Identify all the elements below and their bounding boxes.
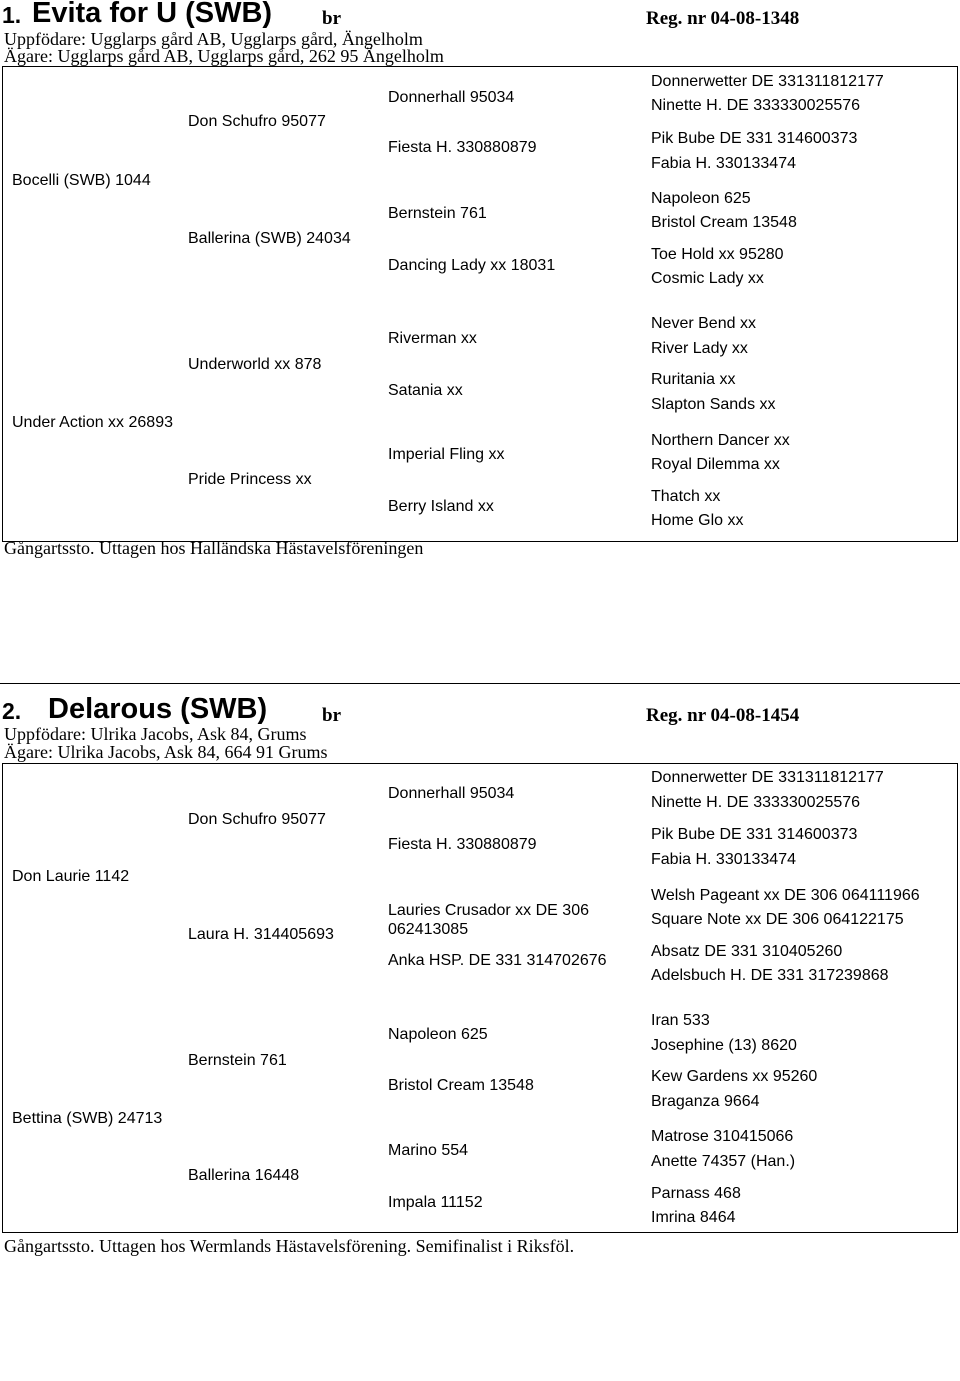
horse-color: br (322, 705, 341, 726)
great-great-grandparent: Josephine (13) 8620 (651, 1037, 797, 1054)
owner: Ägare: Ugglarps gård AB, Ugglarps gård, 262 95 Ängelholm (4, 46, 444, 66)
great-grandparent: Impala 11152 (388, 1194, 483, 1211)
great-great-grandparent: Adelsbuch H. DE 331 317239868 (651, 967, 889, 984)
entry-separator (0, 683, 960, 684)
great-grandparent: Donnerhall 95034 (388, 89, 515, 106)
grandparent: Don Schufro 95077 (188, 811, 326, 828)
great-grandparent: Dancing Lady xx 18031 (388, 257, 556, 274)
entry-footer: Gångartssto. Uttagen hos Wermlands Hästavelsförening. Semifinalist i Riksföl. (4, 1236, 575, 1256)
great-great-grandparent: Pik Bube DE 331 314600373 (651, 826, 858, 843)
great-grandparent: Lauries Crusador xx DE 306 062413085 (388, 902, 589, 938)
great-great-grandparent: Parnass 468 (651, 1185, 741, 1202)
great-great-grandparent: Matrose 310415066 (651, 1128, 794, 1145)
grandparent: Don Schufro 95077 (188, 113, 326, 130)
great-great-grandparent: Cosmic Lady xx (651, 270, 764, 287)
great-great-grandparent: Ninette H. DE 333330025576 (651, 794, 861, 811)
great-great-grandparent: Square Note xx DE 306 064122175 (651, 911, 904, 928)
dam: Under Action xx 26893 (12, 414, 173, 431)
grandparent: Ballerina (SWB) 24034 (188, 230, 351, 247)
great-great-grandparent: Kew Gardens xx 95260 (651, 1068, 818, 1085)
grandparent: Pride Princess xx (188, 471, 312, 488)
entry-footer: Gångartssto. Uttagen hos Halländska Hästavelsföreningen (4, 538, 424, 558)
grandparent: Ballerina 16448 (188, 1167, 300, 1184)
registration-number: Reg. nr 04-08-1348 (646, 8, 800, 29)
breeder: Uppfödare: Ugglarps gård AB, Ugglarps gård, Ängelholm (4, 29, 423, 49)
grandparent: Bernstein 761 (188, 1052, 287, 1069)
great-great-grandparent: Thatch xx (651, 488, 721, 505)
horse-name: Evita for U (SWB) (32, 0, 273, 29)
great-grandparent: Berry Island xx (388, 498, 494, 515)
great-grandparent: Donnerhall 95034 (388, 785, 515, 802)
entry-number: 2. (2, 698, 22, 724)
great-grandparent: Napoleon 625 (388, 1026, 488, 1043)
great-great-grandparent: Imrina 8464 (651, 1209, 736, 1226)
great-grandparent: Satania xx (388, 382, 463, 399)
great-great-grandparent: Donnerwetter DE 331311812177 (651, 769, 884, 786)
great-great-grandparent: Anette 74357 (Han.) (651, 1153, 796, 1170)
great-great-grandparent: Ninette H. DE 333330025576 (651, 97, 861, 114)
grandparent: Underworld xx 878 (188, 356, 322, 373)
great-great-grandparent: Napoleon 625 (651, 190, 751, 207)
great-grandparent: Riverman xx (388, 330, 477, 347)
breeder: Uppfödare: Ulrika Jacobs, Ask 84, Grums (4, 724, 307, 744)
great-great-grandparent: Home Glo xx (651, 512, 744, 529)
entry-number: 1. (2, 2, 22, 28)
registration-number: Reg. nr 04-08-1454 (646, 705, 800, 726)
great-grandparent: Imperial Fling xx (388, 446, 505, 463)
grandparent: Laura H. 314405693 (188, 926, 334, 943)
great-great-grandparent: River Lady xx (651, 340, 748, 357)
owner: Ägare: Ulrika Jacobs, Ask 84, 664 91 Grums (4, 742, 328, 762)
great-great-grandparent: Never Bend xx (651, 315, 756, 332)
great-great-grandparent: Bristol Cream 13548 (651, 214, 797, 231)
great-great-grandparent: Fabia H. 330133474 (651, 851, 796, 868)
great-great-grandparent: Welsh Pageant xx DE 306 064111966 (651, 887, 920, 904)
horse-color: br (322, 8, 341, 29)
great-great-grandparent: Northern Dancer xx (651, 432, 790, 449)
sire: Bocelli (SWB) 1044 (12, 172, 151, 189)
great-grandparent: Bernstein 761 (388, 205, 487, 222)
great-great-grandparent: Toe Hold xx 95280 (651, 246, 784, 263)
great-great-grandparent: Donnerwetter DE 331311812177 (651, 73, 884, 90)
sire: Don Laurie 1142 (12, 868, 130, 885)
great-great-grandparent: Ruritania xx (651, 371, 736, 388)
great-great-grandparent: Fabia H. 330133474 (651, 155, 796, 172)
great-great-grandparent: Slapton Sands xx (651, 396, 776, 413)
great-great-grandparent: Braganza 9664 (651, 1093, 760, 1110)
great-grandparent: Marino 554 (388, 1142, 469, 1159)
great-great-grandparent: Royal Dilemma xx (651, 456, 780, 473)
great-great-grandparent: Iran 533 (651, 1012, 710, 1029)
dam: Bettina (SWB) 24713 (12, 1110, 163, 1127)
great-grandparent: Bristol Cream 13548 (388, 1077, 534, 1094)
horse-name: Delarous (SWB) (48, 693, 268, 725)
great-great-grandparent: Absatz DE 331 310405260 (651, 943, 843, 960)
great-grandparent: Fiesta H. 330880879 (388, 836, 537, 853)
great-grandparent: Anka HSP. DE 331 314702676 (388, 952, 607, 969)
great-grandparent: Fiesta H. 330880879 (388, 139, 537, 156)
great-great-grandparent: Pik Bube DE 331 314600373 (651, 130, 858, 147)
